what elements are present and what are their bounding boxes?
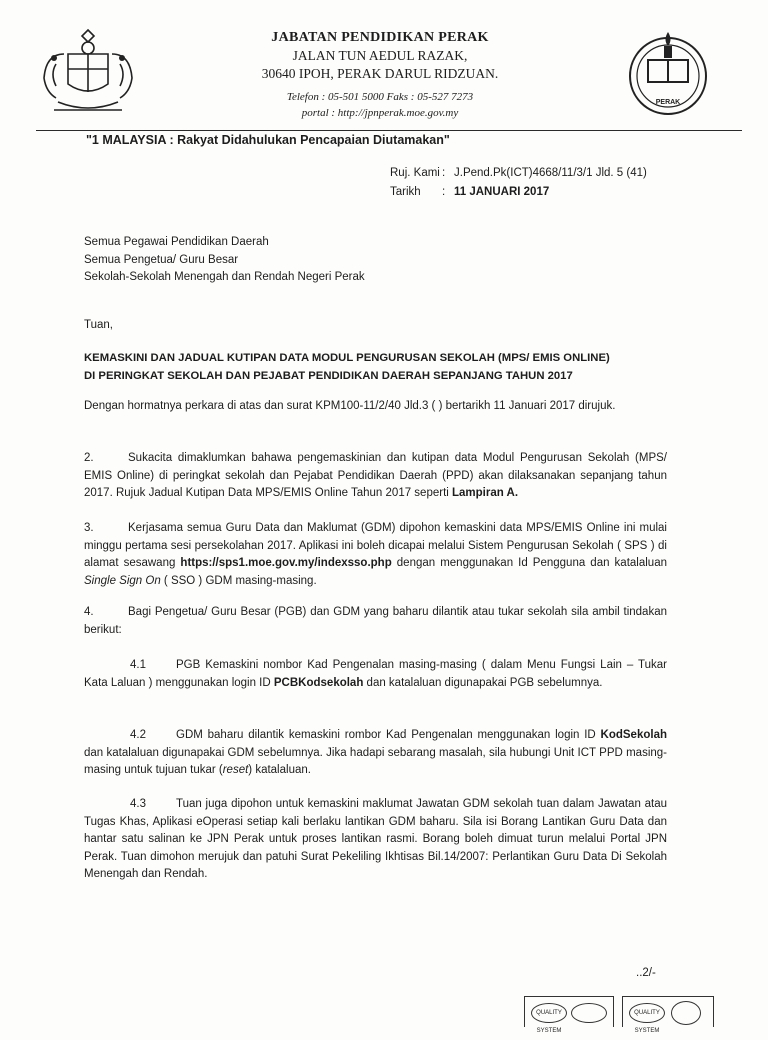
paragraph-text: PGB Kemaskini nombor Kad Pengenalan masing-masing ( dalam Menu Fungsi Lain – Tukar Kata Laluan ) menggunakan login ID: [84, 659, 667, 689]
date-value: 11 JANUARI 2017: [454, 186, 550, 198]
portal-line: portal : http://jpnperak.moe.gov.my: [301, 107, 459, 119]
subject-line: DI PERINGKAT SEKOLAH DAN PEJABAT PENDIDIKAN DAERAH SEPANJANG TAHUN 2017: [84, 369, 573, 382]
paragraph-text: Bagi Pengetua/ Guru Besar (PGB) dan GDM yang baharu dilantik atau tukar sekolah sila ambil tindakan berikut:: [84, 606, 667, 636]
paragraph-text: Sukacita dimaklumkan bahawa pengemaskinian dan kutipan data Modul Pengurusan Sekolah (MPS/ EMIS Online) di peringkat sekolah dan Pejabat Pendidikan Daerah (PPD) akan dilaksanakan sepanjang tahun 2017. Rujuk Jadual Kutipan Data MPS/EMIS Online Tahun 2017 seperti: [84, 452, 667, 500]
paragraph-number: 4.1: [130, 659, 146, 671]
paragraph-number: 4.3: [130, 798, 146, 810]
intro-paragraph: Dengan hormatnya perkara di atas dan surat KPM100-11/2/40 Jld.3 ( ) bertarikh 11 Januari 2017 dirujuk.: [84, 400, 616, 412]
address-line-1: JALAN TUN AEDUL RAZAK,: [292, 48, 468, 63]
login-id-term: PCBKodsekolah: [273, 676, 364, 689]
paragraph-text: dan katalaluan digunapakai GDM sebelumnya. Jika hadapi sebarang masalah, sila hubungi Unit ICT PPD masing-masing untuk tujuan tukar (: [84, 746, 667, 777]
reset-term: reset: [222, 764, 249, 777]
paragraph-number: 2.: [84, 452, 94, 464]
date-separator: :: [442, 186, 446, 198]
header-divider: [36, 130, 742, 131]
paragraph-text: Tuan juga dipohon untuk kemaskini maklumat Jawatan GDM sekolah tuan dalam Jawatan atau Tugas Khas, Aplikasi eOperasi setiap kali berlaku lantikan GDM baharu. Sila isi Borang Lantikan Guru Data dan hantar satu salinan ke JPN Perak untuk proses lantikan rasmi. Borang boleh dimuat turun melalui Portal JPN Perak. Tuan dimohon merujuk dan patuhi Surat Pekeliling Ikhtisas Bil.14/2007: Perlantikan Guru Data Di Sekolah Menengah dan Rendah.: [84, 798, 667, 881]
paragraph-text: dan katalaluan digunapakai PGB sebelumnya.: [363, 676, 603, 689]
emblem-label: PERAK: [655, 99, 681, 106]
ref-value: J.Pend.Pk(ICT)4668/11/3/1 Jld. 5 (41): [454, 167, 647, 179]
paragraph-text: dengan menggunakan Id Pengguna dan katalaluan: [391, 557, 667, 570]
recipients: [84, 234, 667, 287]
slogan: "1 MALAYSIA : Rakyat Didahulukan Pencapaian Diutamakan": [86, 133, 450, 147]
quality-badge: [524, 996, 614, 1034]
appendix-reference: Lampiran A.: [452, 487, 519, 500]
recipient-line: Semua Pegawai Pendidikan Daerah: [84, 236, 269, 248]
paragraph-number: 3.: [84, 522, 94, 534]
sps-url-link[interactable]: https://sps1.moe.gov.my/indexsso.php: [180, 557, 392, 570]
coat-of-arms-icon: [34, 24, 142, 120]
reference-line: [390, 167, 647, 179]
paragraph-4-1: [84, 657, 667, 692]
organization-name: JABATAN PENDIDIKAN PERAK: [271, 30, 489, 45]
sirim-logo-icon: [571, 1003, 607, 1023]
jpn-perak-emblem-icon: [626, 24, 710, 120]
login-id-term: KodSekolah: [600, 729, 667, 741]
paragraph-2: [84, 450, 667, 503]
subject-heading: [84, 350, 667, 385]
sso-term: Single Sign On: [84, 574, 161, 587]
date-label: Tarikh: [390, 186, 421, 198]
recipient-line: Semua Pengetua/ Guru Besar: [84, 253, 239, 266]
paragraph-4-2: [84, 727, 667, 780]
salutation: Tuan,: [84, 319, 113, 331]
certification-seal-icon: [671, 1001, 701, 1025]
paragraph-4: [84, 604, 667, 639]
page-number: ..2/-: [636, 967, 656, 979]
paragraph-3: [84, 520, 667, 590]
quality-badge: [622, 996, 714, 1034]
quality-system-icon: QUALITY SYSTEM: [531, 1003, 567, 1023]
paragraph-text: ) katalaluan.: [248, 764, 311, 777]
address-line-2: 30640 IPOH, PERAK DARUL RIDZUAN.: [261, 66, 499, 81]
date-line: [390, 186, 549, 198]
paragraph-number: 4.: [84, 606, 94, 618]
ref-separator: :: [442, 167, 446, 179]
paragraph-number: 4.2: [130, 729, 146, 741]
paragraph-text: GDM baharu dilantik kemaskini rombor Kad Pengenalan menggunakan login ID: [176, 729, 601, 741]
paragraph-4-3: [84, 796, 667, 884]
paragraph-text: Kerjasama semua Guru Data dan Maklumat (GDM) dipohon kemaskini data MPS/EMIS Online ini mulai minggu pertama sesi persekolahan 2017. Aplikasi ini boleh dicapai melalui Sistem Pengurusan Sekolah ( SPS ) di alamat sesawang: [84, 522, 667, 570]
quality-system-icon: QUALITY SYSTEM: [629, 1003, 665, 1023]
contact-line: Telefon : 05-501 5000 Faks : 05-527 7273: [286, 91, 474, 103]
recipient-line: Sekolah-Sekolah Menengah dan Rendah Negeri Perak: [84, 271, 365, 284]
ref-label: Ruj. Kami: [390, 167, 440, 179]
subject-line: KEMASKINI DAN JADUAL KUTIPAN DATA MODUL PENGURUSAN SEKOLAH (MPS/ EMIS ONLINE): [84, 352, 610, 364]
paragraph-text: ( SSO ) GDM masing-masing.: [160, 574, 317, 587]
